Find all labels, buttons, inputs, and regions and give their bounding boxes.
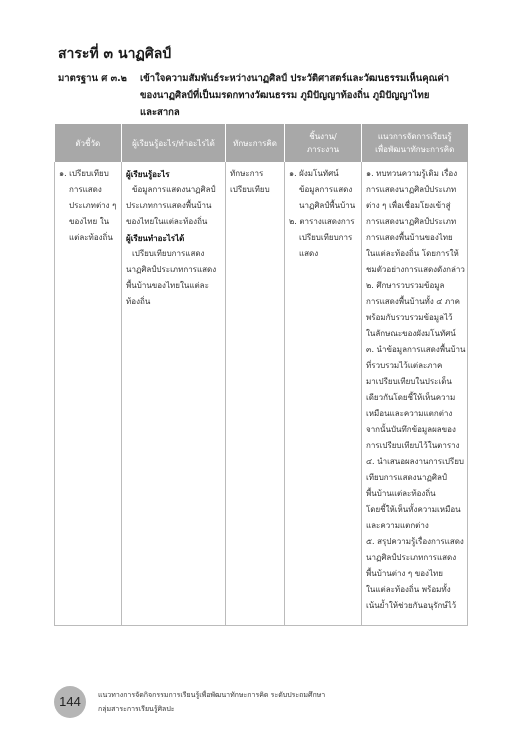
cell-indicator: ๑. เปรียบเทียบ การแสดง ประเภทต่าง ๆ ของไทย ใน แต่ละท้องถิ่น <box>55 162 122 626</box>
standard-text <box>140 70 478 121</box>
standard-line: เข้าใจความสัมพันธ์ระหว่างนาฏศิลป์ ประวัติศาสตร์และวัฒนธรรมเห็นคุณค่า <box>140 73 450 84</box>
header-thinking-skill: ทักษะการคิด <box>226 124 285 162</box>
cell-work-tasks: ๑. ผังมโนทัศน์ ข้อมูลการแสดง นาฏศิลป์พื้นบ้าน ๒. ตารางแสดงการ เปรียบเทียบการ แสดง <box>285 162 362 626</box>
header-work-tasks: ชิ้นงาน/ ภาระงาน <box>285 124 362 162</box>
section-title: สาระที่ ๓ นาฏศิลป์ <box>58 46 172 62</box>
cell-thinking-skill: ทักษะการ เปรียบเทียบ <box>226 162 285 626</box>
table-header-row <box>55 124 468 162</box>
cell-learning: ผู้เรียนรู้อะไร ข้อมูลการแสดงนาฏศิลป์ ประเภทการแสดงพื้นบ้าน ของไทยในแต่ละท้องถิ่น ผู้เรียนทำอะไรได้ เปรียบเทียบการแสดง นาฏศิลป์ประเภทการแสดง พื้นบ้านของไทยในแต่ละ ท้องถิ่น <box>122 162 226 626</box>
standard-line: และสากล <box>140 107 180 118</box>
standard-code: มาตรฐาน ศ ๓.๒ <box>58 73 127 84</box>
header-indicator: ตัวชี้วัด <box>55 124 122 162</box>
standard-block <box>58 70 478 121</box>
page-number: 144 <box>59 694 81 709</box>
header-learning: ผู้เรียนรู้อะไร/ทำอะไรได้ <box>122 124 226 162</box>
footer-title: แนวทางการจัดกิจกรรมการเรียนรู้เพื่อพัฒนาทักษะการคิด ระดับประถมศึกษา <box>98 691 326 699</box>
cell-learning-approach: ๑. ทบทวนความรู้เดิม เรื่อง การแสดงนาฏศิลป์ประเภท ต่าง ๆ เพื่อเชื่อมโยงเข้าสู่ การแสดงนาฏศิลป์ประเภท การแสดงพื้นบ้านของไทย ในแต่ละท้องถิ่น โดยการให้ ชมตัวอย่างการแสดงดังกล่าว ๒. ศึกษารวบรวมข้อมูล การแสดงพื้นบ้านทั้ง ๔ ภาค พร้อมกับรวบรวมข้อมูลไว้ ในลักษณะของผังมโนทัศน์ ๓. นำข้อมูลการแสดงพื้นบ้าน ที่รวบรวมไว้แต่ละภาค มาเปรียบเทียบในประเด็น เดียวกันโดยชี้ให้เห็นความ เหมือนและความแตกต่าง จากนั้นบันทึกข้อมูลผลของ การเปรียบเทียบไว้ในตาราง ๔. นำเสนอผลงานการเปรียบ เทียบการแสดงนาฏศิลป์ พื้นบ้านแต่ละท้องถิ่น โดยชี้ให้เห็นทั้งความเหมือน และความแตกต่าง ๕. สรุปความรู้เรื่องการแสดง นาฏศิลป์ประเภทการแสดง พื้นบ้านต่าง ๆ ของไทย ในแต่ละท้องถิ่น พร้อมทั้ง เน้นย้ำให้ช่วยกันอนุรักษ์ไว้ <box>362 162 468 626</box>
table-row <box>55 162 468 626</box>
standard-line: ของนาฏศิลป์ที่เป็นมรดกทางวัฒนธรรม ภูมิปัญญาท้องถิ่น ภูมิปัญญาไทย <box>140 90 430 101</box>
header-learning-approach: แนวการจัดการเรียนรู้ เพื่อพัฒนาทักษะการคิด <box>362 124 468 162</box>
curriculum-table <box>54 124 468 626</box>
footer-subtitle: กลุ่มสาระการเรียนรู้ศิลปะ <box>98 705 175 713</box>
